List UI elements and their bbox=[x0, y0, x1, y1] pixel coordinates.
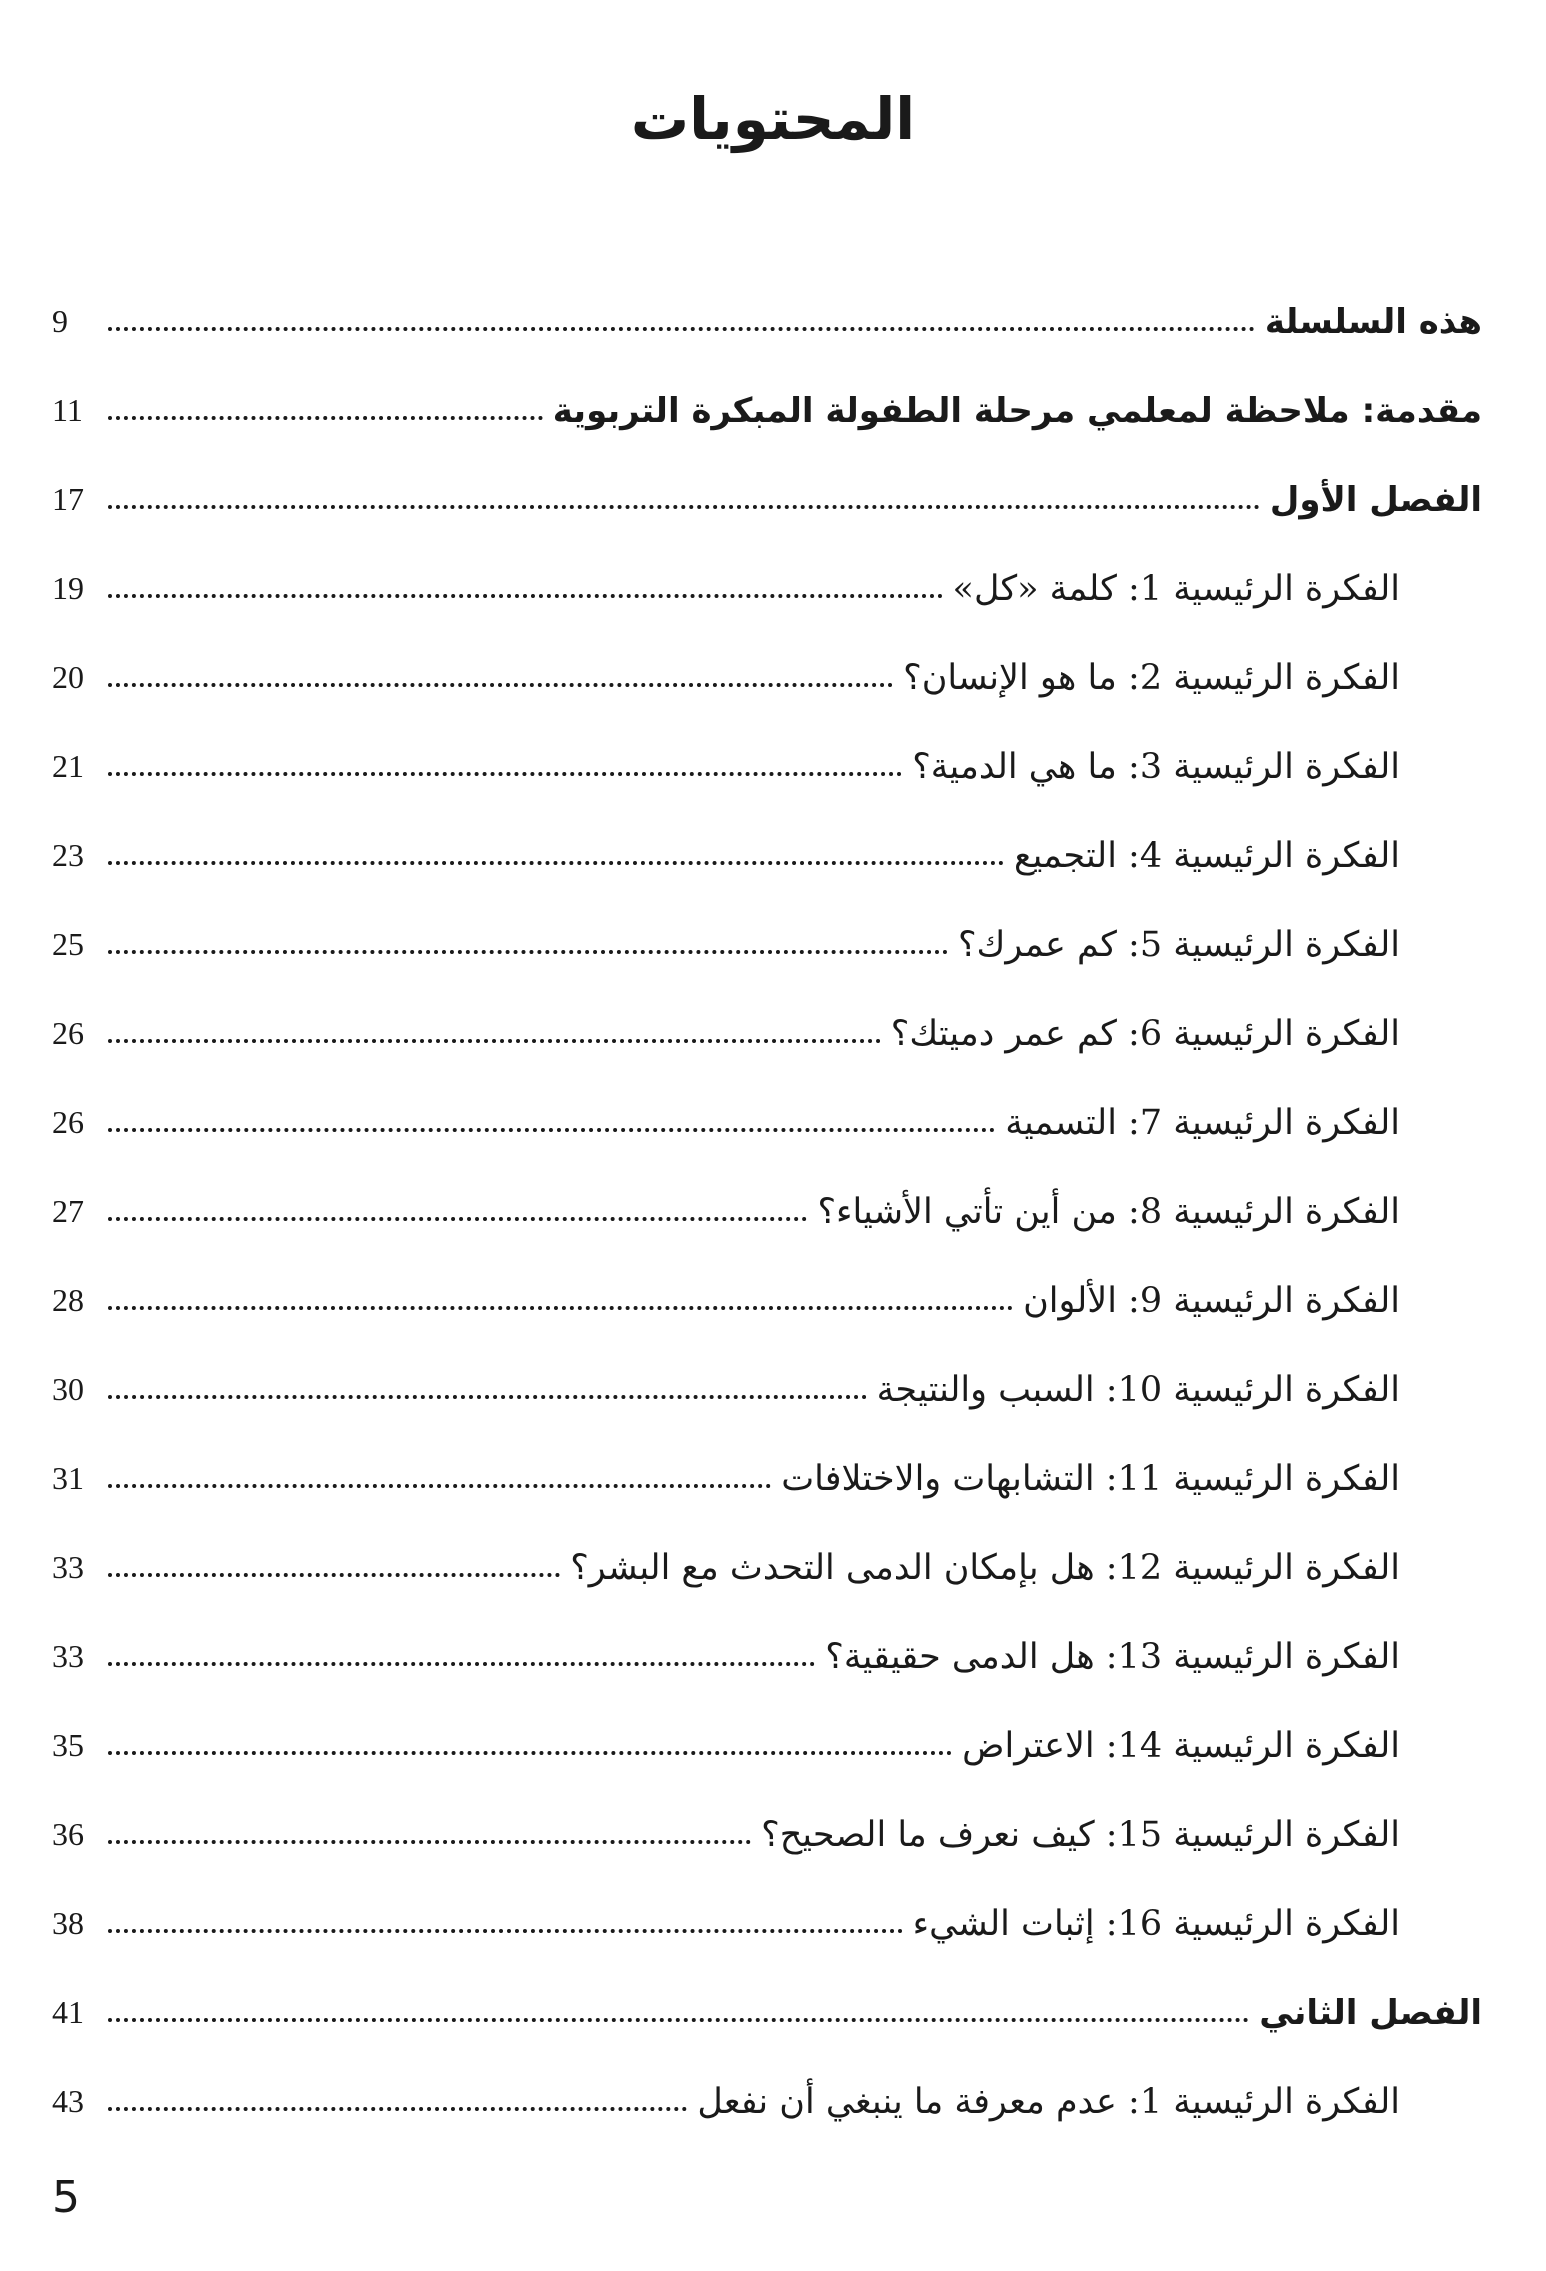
toc-page-number: 27 bbox=[52, 1193, 84, 1229]
toc-page-number: 33 bbox=[52, 1638, 84, 1674]
toc-entry-title: الفصل الأول bbox=[1269, 479, 1482, 520]
toc-dot-leader bbox=[108, 683, 893, 687]
toc-page-number: 11 bbox=[52, 392, 83, 428]
toc-chapter-entry[interactable] bbox=[52, 277, 1482, 366]
toc-dot-leader bbox=[108, 1128, 995, 1132]
toc-page-number: 21 bbox=[52, 748, 84, 784]
toc-dot-leader bbox=[108, 772, 902, 776]
toc-entry-title: الفكرة الرئيسية 1: كلمة «كل» bbox=[952, 568, 1400, 609]
toc-dot-leader bbox=[108, 2107, 687, 2111]
toc-entry-title: الفكرة الرئيسية 6: كم عمر دميتك؟ bbox=[890, 1013, 1400, 1054]
toc-page-number: 33 bbox=[52, 1549, 84, 1585]
toc-page-number: 28 bbox=[52, 1282, 84, 1318]
toc-page-number: 19 bbox=[52, 570, 84, 606]
page-title: المحتويات bbox=[630, 84, 916, 153]
toc-dot-leader bbox=[108, 1751, 952, 1755]
toc-page-number: 35 bbox=[52, 1727, 84, 1763]
toc-entry-title: الفكرة الرئيسية 8: من أين تأتي الأشياء؟ bbox=[817, 1191, 1400, 1232]
toc-dot-leader bbox=[108, 1306, 1013, 1310]
toc-entry-title: الفكرة الرئيسية 1: عدم معرفة ما ينبغي أن نفعل bbox=[697, 2081, 1400, 2122]
toc-section-entry[interactable] bbox=[52, 1078, 1482, 1167]
toc-section-entry[interactable] bbox=[52, 811, 1482, 900]
toc-section-entry[interactable] bbox=[52, 1612, 1482, 1701]
toc-entry-title: الفكرة الرئيسية 16: إثبات الشيء bbox=[912, 1903, 1400, 1944]
toc-entry-title: الفكرة الرئيسية 13: هل الدمى حقيقية؟ bbox=[825, 1636, 1400, 1677]
toc-dot-leader bbox=[108, 505, 1260, 509]
toc-section-entry[interactable] bbox=[52, 1345, 1482, 1434]
toc-section-entry[interactable] bbox=[52, 1701, 1482, 1790]
page-number: 5 bbox=[52, 2172, 80, 2223]
toc-section-entry[interactable] bbox=[52, 544, 1482, 633]
toc-section-entry[interactable] bbox=[52, 633, 1482, 722]
toc-section-entry[interactable] bbox=[52, 1523, 1482, 1612]
toc-entry-title: الفكرة الرئيسية 7: التسمية bbox=[1005, 1102, 1400, 1143]
toc-page-number: 41 bbox=[52, 1994, 84, 2030]
toc-dot-leader bbox=[108, 1662, 815, 1666]
toc-page-number: 26 bbox=[52, 1015, 84, 1051]
toc-page-number: 23 bbox=[52, 837, 84, 873]
toc-entry-title: الفكرة الرئيسية 2: ما هو الإنسان؟ bbox=[903, 657, 1400, 698]
toc-entry-title: الفكرة الرئيسية 5: كم عمرك؟ bbox=[957, 924, 1400, 965]
table-of-contents bbox=[52, 277, 1482, 2146]
toc-dot-leader bbox=[108, 327, 1255, 331]
toc-entry-title: الفكرة الرئيسية 14: الاعتراض bbox=[962, 1725, 1400, 1766]
toc-section-entry[interactable] bbox=[52, 1167, 1482, 1256]
toc-dot-leader bbox=[108, 2018, 1249, 2022]
toc-section-entry[interactable] bbox=[52, 1790, 1482, 1879]
toc-dot-leader bbox=[108, 1395, 867, 1399]
toc-dot-leader bbox=[108, 950, 948, 954]
toc-page-number: 26 bbox=[52, 1104, 84, 1140]
toc-section-entry[interactable] bbox=[52, 2057, 1482, 2146]
toc-page-number: 38 bbox=[52, 1905, 84, 1941]
toc-dot-leader bbox=[108, 861, 1004, 865]
toc-page-number: 25 bbox=[52, 926, 84, 962]
toc-entry-title: الفكرة الرئيسية 4: التجميع bbox=[1013, 835, 1400, 876]
toc-chapter-entry[interactable] bbox=[52, 1968, 1482, 2057]
toc-entry-title: الفكرة الرئيسية 12: هل بإمكان الدمى التحدث مع البشر؟ bbox=[570, 1547, 1400, 1588]
toc-dot-leader bbox=[108, 1840, 751, 1844]
toc-page-number: 17 bbox=[52, 481, 84, 517]
toc-dot-leader bbox=[108, 1484, 771, 1488]
toc-entry-title: الفكرة الرئيسية 10: السبب والنتيجة bbox=[876, 1369, 1400, 1410]
toc-page-number: 30 bbox=[52, 1371, 84, 1407]
toc-entry-title: الفصل الثاني bbox=[1259, 1992, 1482, 2033]
toc-section-entry[interactable] bbox=[52, 900, 1482, 989]
toc-section-entry[interactable] bbox=[52, 1256, 1482, 1345]
toc-entry-title: الفكرة الرئيسية 15: كيف نعرف ما الصحيح؟ bbox=[761, 1814, 1400, 1855]
toc-page-number: 43 bbox=[52, 2083, 84, 2119]
toc-section-entry[interactable] bbox=[52, 989, 1482, 1078]
toc-section-entry[interactable] bbox=[52, 1879, 1482, 1968]
toc-page-number: 31 bbox=[52, 1460, 84, 1496]
toc-dot-leader bbox=[108, 1217, 807, 1221]
toc-dot-leader bbox=[108, 416, 543, 420]
toc-section-entry[interactable] bbox=[52, 1434, 1482, 1523]
toc-chapter-entry[interactable] bbox=[52, 366, 1482, 455]
toc-dot-leader bbox=[108, 1039, 881, 1043]
toc-entry-title: الفكرة الرئيسية 9: الألوان bbox=[1023, 1280, 1400, 1321]
toc-dot-leader bbox=[108, 594, 943, 598]
toc-entry-title: الفكرة الرئيسية 3: ما هي الدمية؟ bbox=[912, 746, 1400, 787]
toc-chapter-entry[interactable] bbox=[52, 455, 1482, 544]
toc-page-number: 20 bbox=[52, 659, 84, 695]
toc-dot-leader bbox=[108, 1929, 903, 1933]
toc-dot-leader bbox=[108, 1573, 560, 1577]
toc-page-number: 9 bbox=[52, 303, 68, 339]
toc-page-number: 36 bbox=[52, 1816, 84, 1852]
toc-entry-title: مقدمة: ملاحظة لمعلمي مرحلة الطفولة المبكرة التربوية bbox=[552, 390, 1482, 431]
toc-section-entry[interactable] bbox=[52, 722, 1482, 811]
toc-entry-title: هذه السلسلة bbox=[1264, 301, 1482, 342]
toc-entry-title: الفكرة الرئيسية 11: التشابهات والاختلافات bbox=[781, 1458, 1400, 1499]
